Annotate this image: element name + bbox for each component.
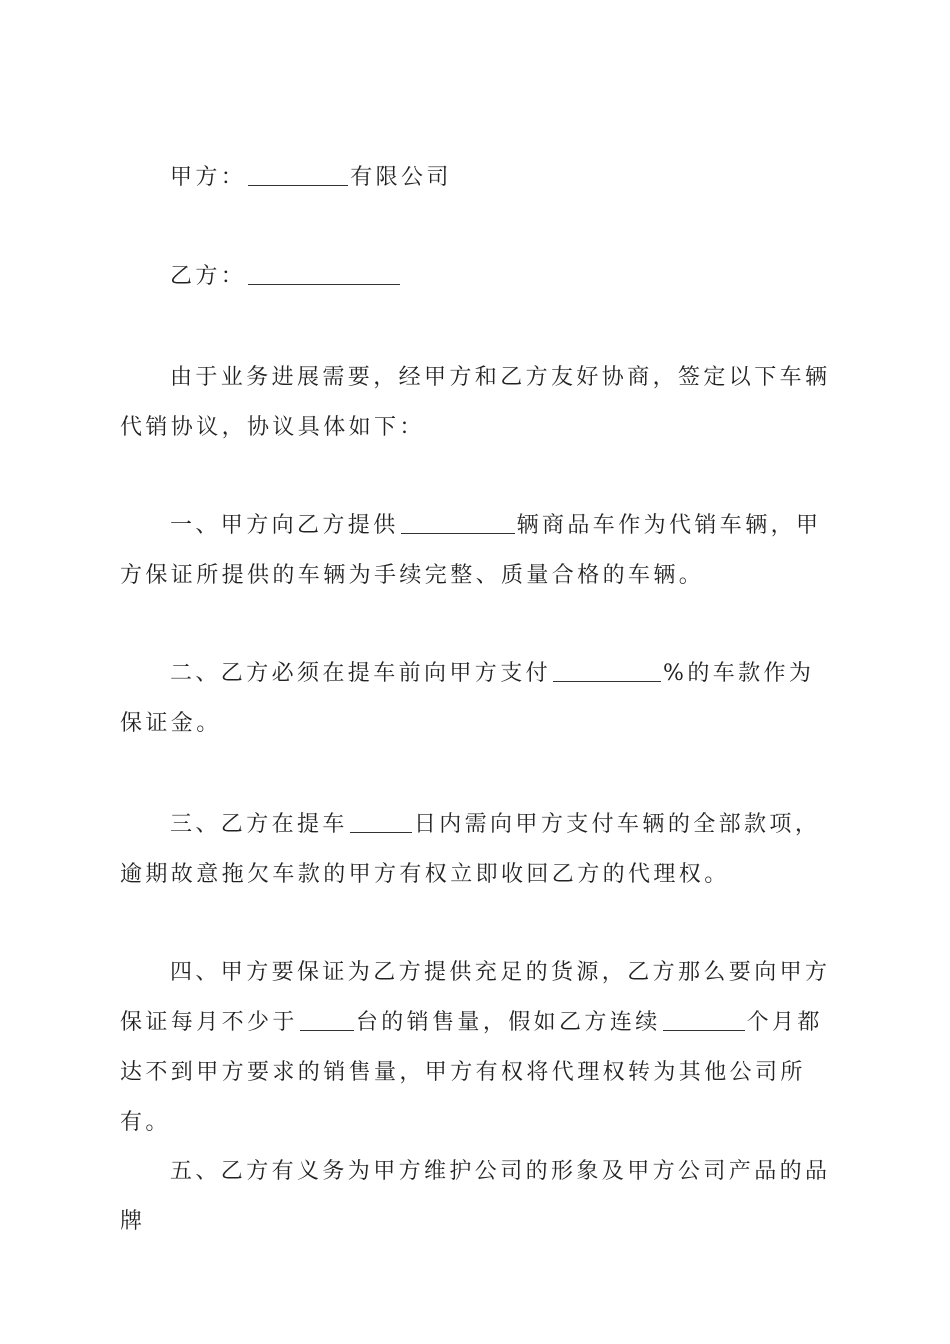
party-b-name-blank: [248, 262, 400, 285]
vehicle-count-blank: [401, 511, 515, 534]
clause-2: [120, 649, 832, 749]
clause-2-before: 二、乙方必须在提车前向甲方支付: [170, 661, 552, 686]
clause-3: [120, 800, 832, 900]
clause-1-after: 辆商品车作为代销车辆，甲方保证所提供的车辆为手续完整、质量合格的车辆。: [120, 513, 822, 588]
party-b-line: [170, 262, 402, 292]
intro-text: 由于业务进展需要，经甲方和乙方友好协商，签定以下车辆代销协议，协议具体如下：: [120, 365, 831, 440]
party-a-suffix: 有限公司: [350, 165, 452, 190]
clause-3-after: 日内需向甲方支付车辆的全部款项，逾期故意拖欠车款的甲方有权立即收回乙方的代理权。: [120, 812, 821, 887]
party-a-label: 甲方：: [170, 165, 247, 190]
clause-4-before: 四、甲方要保证为乙方提供充足的货源，乙方那么要向甲方保证每月不少于: [120, 960, 831, 1035]
clause-5: [120, 1147, 832, 1247]
payment-days-blank: [350, 810, 412, 833]
consecutive-months-blank: [663, 1008, 745, 1031]
monthly-sales-blank: [300, 1008, 354, 1031]
clause-4-after: 个月都达不到甲方要求的销售量，甲方有权将代理权转为其他公司所有。: [120, 1010, 823, 1135]
party-a-line: [170, 163, 452, 193]
clause-4: [120, 948, 832, 1148]
clause-3-before: 三、乙方在提车: [170, 812, 348, 837]
party-b-label: 乙方：: [170, 264, 247, 289]
clause-1-before: 一、甲方向乙方提供: [170, 513, 399, 538]
deposit-percent-blank: [553, 659, 661, 682]
party-a-name-blank: [248, 163, 348, 186]
intro-paragraph: [120, 353, 832, 453]
clause-4-middle: 台的销售量，假如乙方连续: [355, 1010, 661, 1035]
clause-1: [120, 501, 832, 601]
clause-5-text: 五、乙方有义务为甲方维护公司的形象及甲方公司产品的品牌: [120, 1159, 831, 1234]
clause-2-after: %的车款作为保证金。: [120, 661, 815, 736]
